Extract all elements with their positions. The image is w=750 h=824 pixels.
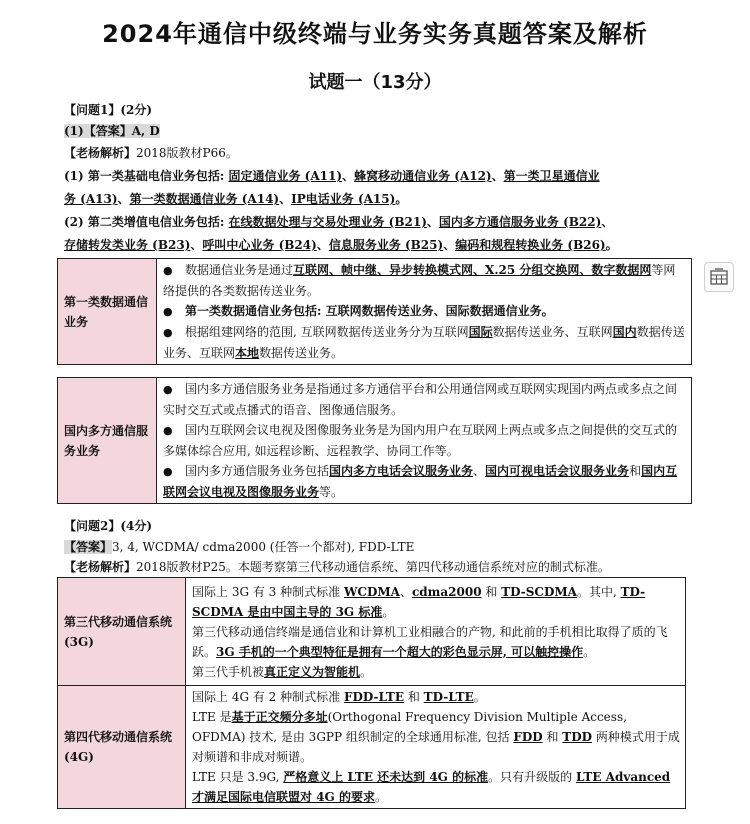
q1-line-4-h: 。 <box>605 238 618 252</box>
t2-b3-2: 国内多方电话会议服务业务 <box>329 464 474 478</box>
q1-line-2-c: 第一类数据通信业务 (A14) <box>129 192 280 206</box>
q1-analysis <box>64 143 238 163</box>
q1-line-2-e: IP电话业务 (A15) <box>291 192 396 206</box>
table1-bullet-3 <box>163 322 687 363</box>
t1-b3-6: 本地 <box>235 346 260 360</box>
page-title: 2024年通信中级终端与业务实务真题答案及解析 <box>102 20 648 48</box>
table1-content <box>157 259 692 365</box>
q1-answer-value: A, D <box>131 124 160 138</box>
q1-line-3-c: 、 <box>426 215 439 229</box>
t4-p2-5: 和 <box>542 730 563 744</box>
bullet-icon: ● <box>163 383 173 396</box>
q1-line-1 <box>64 166 600 186</box>
q1-line-3-b: 在线数据处理与交易处理业务 (B21) <box>228 215 427 229</box>
table4-label: 第四代移动通信系统 (4G) <box>58 686 186 809</box>
table3-label: 第三代移动通信系统 (3G) <box>58 578 186 686</box>
t3-p1-6: TD-SCDMA <box>501 584 577 599</box>
t4-p1-5: 。 <box>473 690 486 704</box>
q1-line-4-g: 编码和规程转换业务 (B26) <box>455 238 606 252</box>
table-4g <box>57 685 686 809</box>
t3-p2-2: 3G 手机的一个典型特征是拥有一个超大的彩色显示屏, 可以触控操作 <box>216 644 584 659</box>
table-multiparty-communication <box>57 377 692 504</box>
t4-p3-4: LTE Advanced 才满足国际电信联盟对 4G 的要求 <box>192 770 671 804</box>
t4-p2-7: 两种模式用于成对频谱和非成对频谱。 <box>192 730 680 764</box>
t2-b1: 国内多方通信服务业务是指通过多方通信平台和公用通信网或互联网实现国内两点或多点之间实时交互式或点播式的语音、图像通信服务。 <box>163 382 678 417</box>
q1-line-3-a: (2) 第二类增值电信业务包括: <box>64 215 229 229</box>
t4-p1-4: TD-LTE <box>423 690 474 704</box>
table2-content <box>157 378 692 504</box>
t1-b3-2: 国际 <box>468 325 493 339</box>
q1-line-1-b: 固定通信业务 (A11) <box>228 169 343 183</box>
t3-p1-5: 和 <box>481 584 502 599</box>
q1-line-1-f: 第一类卫星通信业 <box>503 169 600 183</box>
q1-line-2 <box>64 189 407 209</box>
q2-analysis-text: 2018版教材P25。本题考察第三代移动通信系统、第四代移动通信系统对应的制式标准。 <box>136 560 610 574</box>
table-data-communication <box>57 258 692 365</box>
t1-b3-5: 数据传送业务、互联网 <box>163 325 685 360</box>
table1-label: 第一类数据通信业务 <box>58 259 157 365</box>
t1-b2: 第一类数据通信业务包括: 互联网数据传送业务、国际数据通信业务。 <box>185 304 554 318</box>
q1-line-4-b: 、 <box>190 238 203 252</box>
table2-bullet-2 <box>163 420 687 461</box>
t3-p1-8: TD-SCDMA 是由中国主导的 3G 标准 <box>192 584 646 619</box>
table1-bullet-2 <box>163 301 687 322</box>
t2-b3-7: 等。 <box>319 485 344 499</box>
t3-p1-4: cdma2000 <box>411 584 482 599</box>
t3-p1-7: 。其中, <box>576 584 621 599</box>
bullet-icon: ● <box>163 465 173 478</box>
q1-line-1-a: (1) 第一类基础电信业务包括: <box>64 169 229 183</box>
q1-answer-label: 【答案】 <box>83 124 132 138</box>
table2-label: 国内多方通信服务业务 <box>58 378 157 504</box>
q1-line-4-a: 存储转发类业务 (B23) <box>64 238 191 252</box>
q1-analysis-label: 【老杨解析】 <box>64 146 137 160</box>
table4-para-1 <box>192 687 681 707</box>
table-3g <box>57 577 686 686</box>
q1-line-3-d: 国内多方通信服务业务 (B22) <box>438 215 602 229</box>
t3-p2-1: 第三代移动通信终端是通信业和计算机工业相融合的产物, 和此前的手机相比取得了质的飞跃。 <box>192 624 668 659</box>
q1-line-2-f: 。 <box>395 192 408 206</box>
t3-p1-2: WCDMA <box>343 584 400 599</box>
t4-p2-3: (Orthogonal Frequency Division Multiple Access, OFDMA) 技术, 是由 3GPP 组织制定的全球通用标准, 包括 <box>192 710 627 744</box>
q1-line-4-f: 、 <box>443 238 456 252</box>
t3-p3-3: 。 <box>360 664 373 679</box>
t4-p3-2: 严格意义上 LTE 还未达到 4G 的标准 <box>283 770 489 784</box>
t4-p2-6: TDD <box>562 730 593 744</box>
t4-p3-1: LTE 只是 3.9G, <box>192 770 284 784</box>
q1-answer-prefix: (1) <box>64 124 84 138</box>
t3-p1-3: 、 <box>399 584 412 599</box>
q1-line-2-d: 、 <box>279 192 292 206</box>
t1-b1-1: 数据通信业务是通过 <box>185 263 294 277</box>
table3-para-1 <box>192 582 681 622</box>
t2-b3-1: 国内多方通信服务业务包括 <box>185 464 330 478</box>
t3-p3-1: 第三代手机被 <box>192 664 265 679</box>
q2-analysis <box>64 557 610 577</box>
bullet-icon: ● <box>163 424 173 437</box>
q2-heading: 【问题2】(4分) <box>64 519 153 533</box>
t3-p3-2: 真正定义为智能机 <box>264 664 361 679</box>
t4-p2-4: FDD <box>513 730 543 744</box>
q1-line-1-e: 、 <box>491 169 504 183</box>
table2-bullet-3 <box>163 461 687 502</box>
t4-p2-2: 基于正交频分多址 <box>231 710 328 724</box>
table1-bullet-1 <box>163 260 687 301</box>
q2-answer <box>64 537 414 557</box>
table3-para-2 <box>192 622 681 662</box>
q1-line-4-c: 呼叫中心业务 (B24) <box>202 238 317 252</box>
t1-b3-1: 根据组建网络的范围, 互联网数据传送业务分为互联网 <box>185 325 469 339</box>
t1-b3-3: 数据传送业务、互联网 <box>492 325 613 339</box>
t4-p3-3: 。只有升级版的 <box>488 770 576 784</box>
q1-line-4 <box>64 235 618 255</box>
table3-para-3 <box>192 662 681 682</box>
q1-line-1-d: 蜂窝移动通信业务 (A12) <box>354 169 492 183</box>
q1-analysis-text: 2018版教材P66。 <box>136 146 238 160</box>
t2-b3-5: 和 <box>629 464 642 478</box>
t1-b3-4: 国内 <box>612 325 637 339</box>
t4-p3-5: 。 <box>374 790 387 804</box>
table4-para-3 <box>192 767 681 807</box>
t2-b2: 国内互联网会议电视及图像服务业务是为国内用户在互联网上两点或多点之间提供的交互式的多媒体综合应用, 如远程诊断、远程教学、协同工作等。 <box>163 423 678 458</box>
t1-b1-2: 互联网、帧中继、异步转换模式网、X.25 分组交换网、数字数据网 <box>293 263 652 277</box>
t4-p1-3: 和 <box>404 690 424 704</box>
q1-heading: 【问题1】(2分) <box>64 103 153 117</box>
table-tool-icon[interactable] <box>704 262 734 292</box>
bullet-icon: ● <box>163 264 173 277</box>
t3-p1-1: 国际上 3G 有 3 种制式标准 <box>192 584 344 599</box>
q1-line-4-e: 信息服务业务 (B25) <box>328 238 444 252</box>
q1-line-1-c: 、 <box>342 169 355 183</box>
t2-b3-6: 国内互联网会议电视及图像服务业务 <box>163 464 678 499</box>
t3-p2-3: 。 <box>583 644 596 659</box>
q2-answer-label: 【答案】 <box>64 540 113 554</box>
table2-bullet-1 <box>163 379 687 420</box>
table4-content <box>186 686 686 809</box>
t4-p1-2: FDD-LTE <box>343 690 405 704</box>
t2-b3-3: 、 <box>473 464 486 478</box>
t1-b1-3: 等网络提供的各类数据传送业务。 <box>163 263 676 298</box>
q1-line-2-a: 务 (A13) <box>64 192 118 206</box>
q1-line-4-d: 、 <box>316 238 329 252</box>
q1-line-2-b: 、 <box>117 192 130 206</box>
table3-content <box>186 578 686 686</box>
bullet-icon: ● <box>163 305 173 318</box>
t4-p1-1: 国际上 4G 有 2 种制式标准 <box>192 690 344 704</box>
q1-line-3 <box>64 212 613 232</box>
q1-line-3-e: 、 <box>601 215 614 229</box>
t2-b3-4: 国内可视电话会议服务业务 <box>485 464 630 478</box>
q1-answer <box>64 121 160 141</box>
q2-analysis-label: 【老杨解析】 <box>64 560 137 574</box>
grid-icon <box>710 268 728 286</box>
table4-para-2 <box>192 707 681 767</box>
t1-b3-7: 数据传送业务。 <box>259 346 344 360</box>
t3-p1-9: 。 <box>382 604 395 619</box>
section-title: 试题一（13分） <box>308 72 442 93</box>
t4-p2-1: LTE 是 <box>192 710 232 724</box>
q2-answer-value: 3, 4, WCDMA/ cdma2000 (任答一个都对), FDD-LTE <box>112 540 415 554</box>
bullet-icon: ● <box>163 326 173 339</box>
